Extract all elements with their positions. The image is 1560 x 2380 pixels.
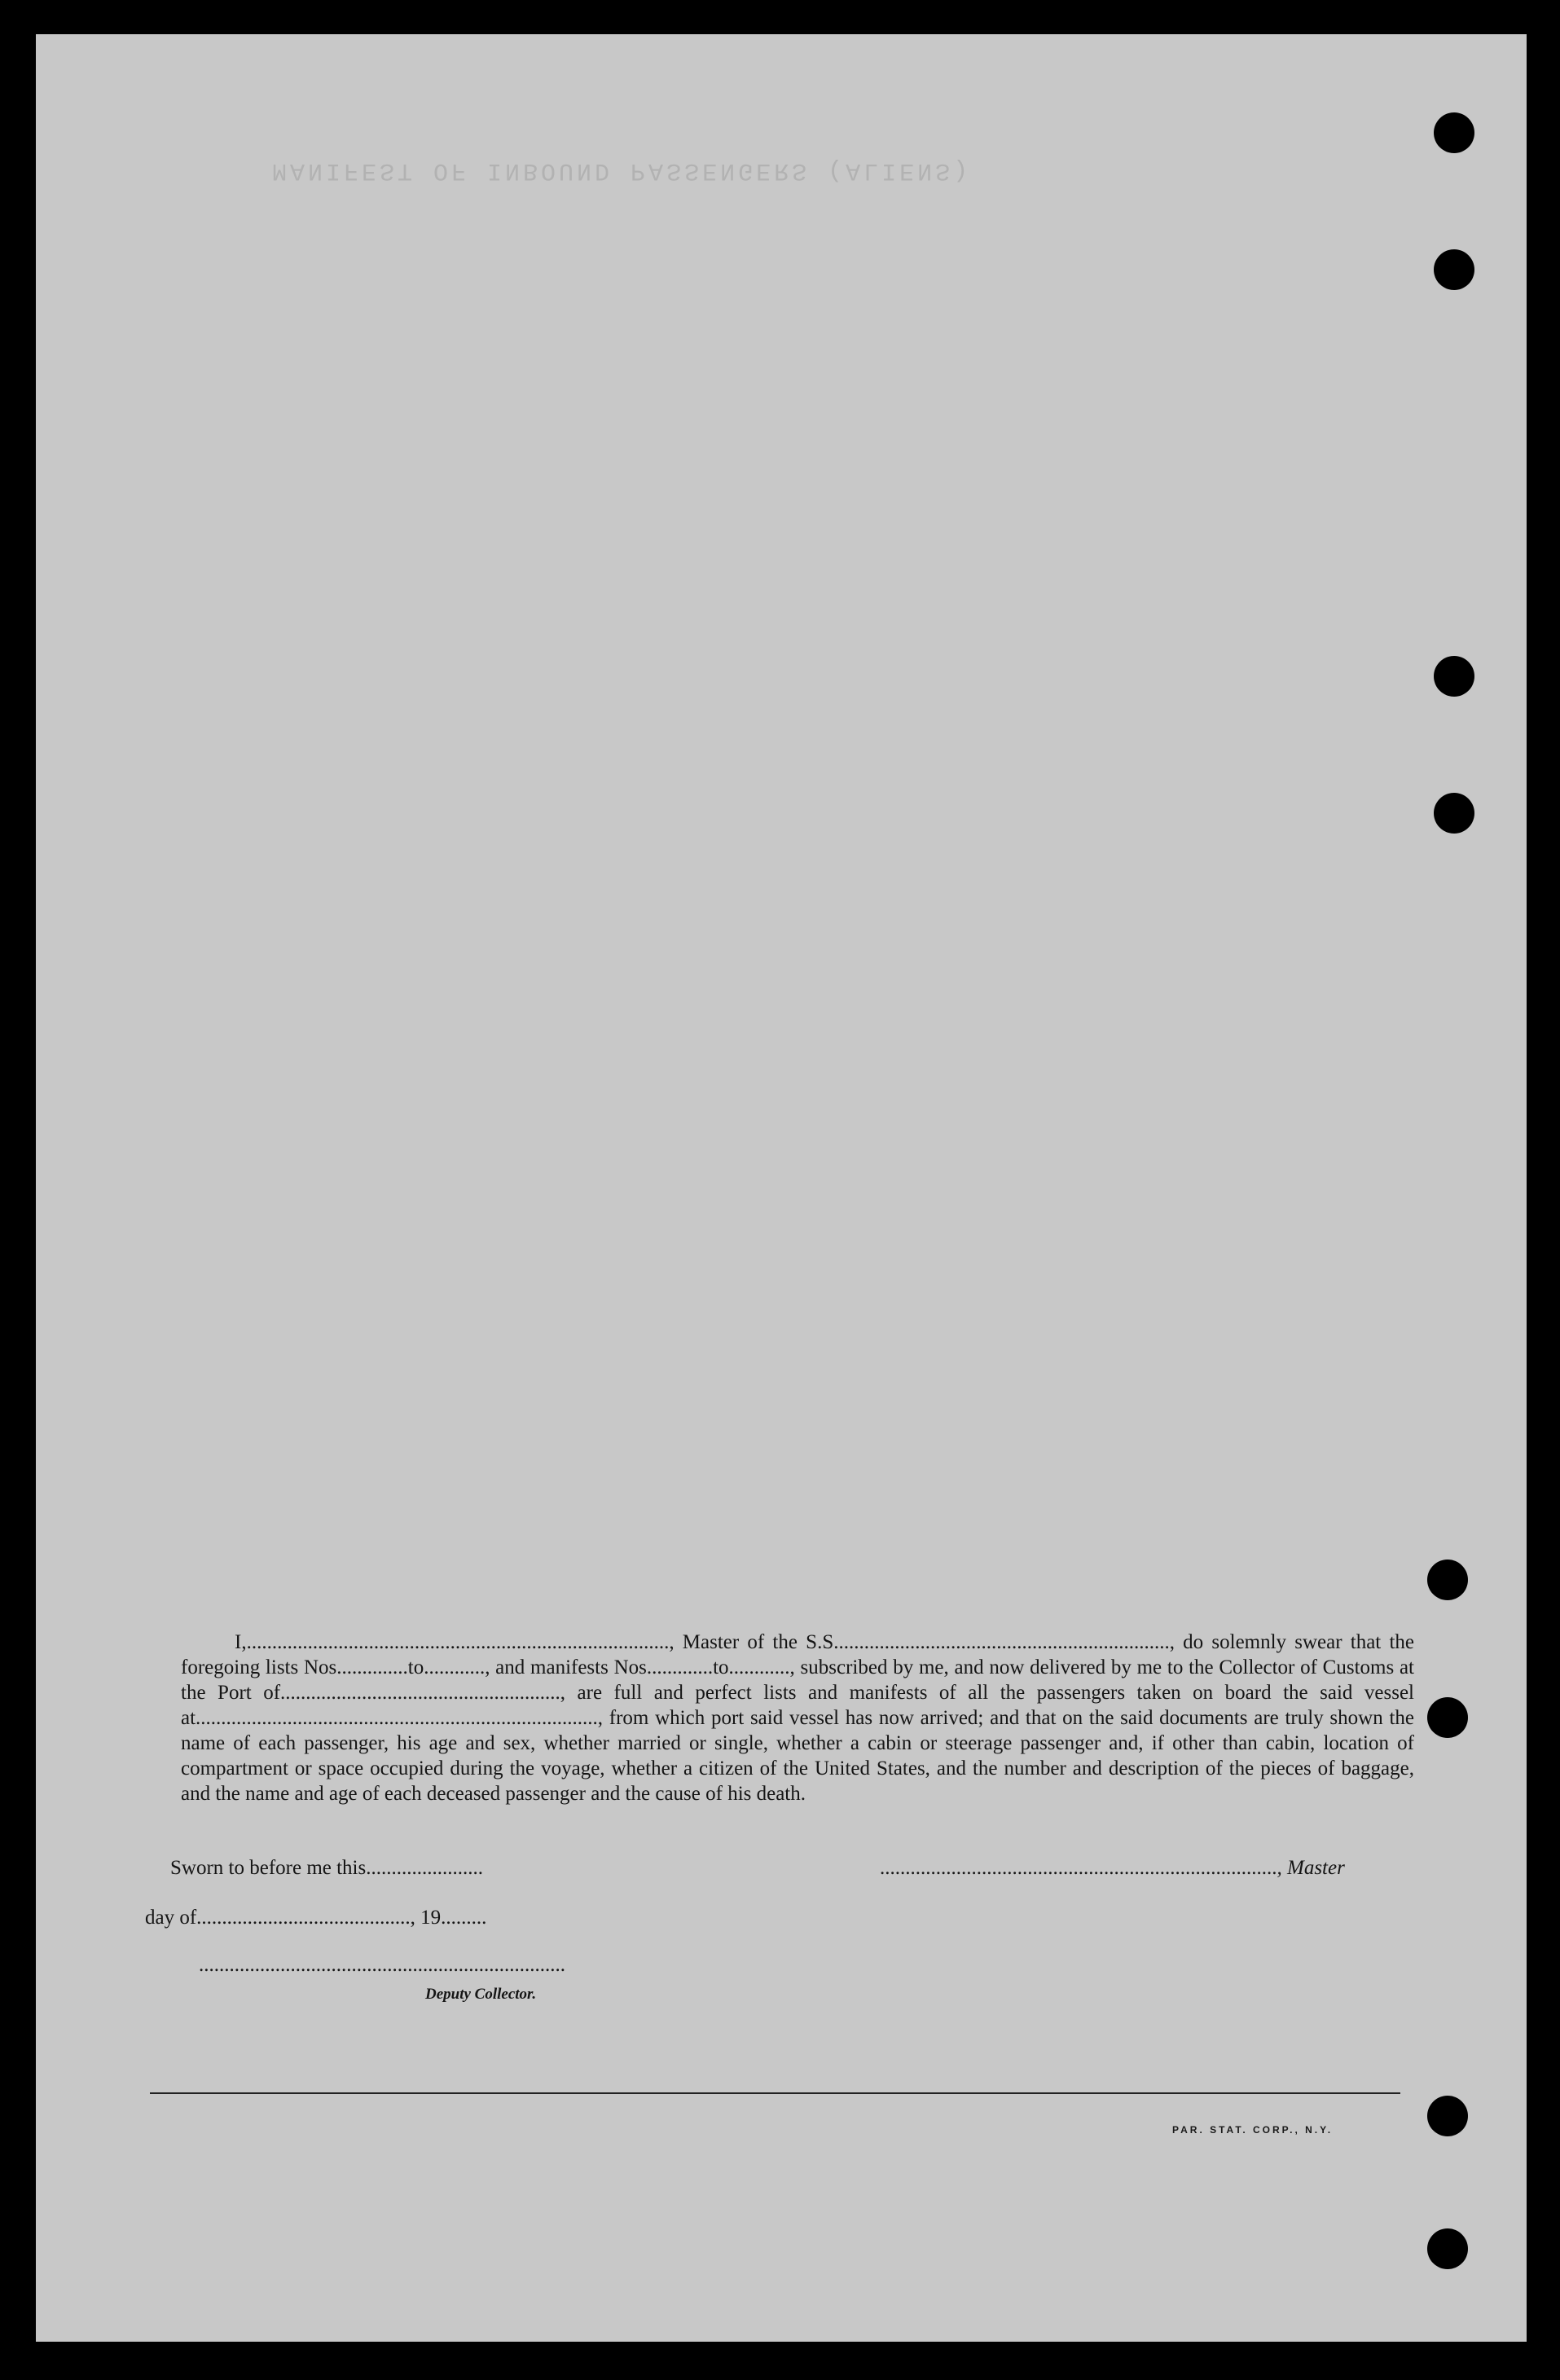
master-signature-label: , Master — [1277, 1857, 1345, 1879]
binder-hole-6 — [1427, 1697, 1468, 1738]
master-oath-declaration — [181, 1630, 1414, 1806]
binder-hole-1 — [1434, 112, 1474, 153]
binder-hole-4 — [1434, 793, 1474, 834]
binder-hole-2 — [1434, 249, 1474, 290]
bleed-through-heading: MANIFEST OF INBOUND PASSENGERS (ALIENS) — [272, 156, 972, 184]
master-signature-dots: .............................................................................. — [880, 1857, 1277, 1879]
declaration-text: I,..................................................................................., Master of the S.S.................................................................., do solemnly swear that the foregoing lists Nos..............to............, and manifests Nos.............to............, subscribed by me, and now delivered by me to the Collector of Customs at the Port of......................................................., are full and perfect lists and manifests of all the passengers taken on board the said vessel at..............................................................................., from which port said vessel has now arrived; and that on the said documents are truly shown the name of each passenger, his age and sex, whether married or single, whether a cabin or steerage passenger and, if other than cabin, location of compartment or space occupied during the voyage, whether a citizen of the United States, and the number and description of the pieces of baggage, and the name and age of each deceased passenger and the cause of his death. — [181, 1631, 1414, 1805]
binder-hole-3 — [1434, 656, 1474, 697]
binder-hole-8 — [1427, 2228, 1468, 2269]
day-of-line: day of.........................................., 19......... — [145, 1907, 487, 1929]
master-signature-line — [880, 1857, 1345, 1880]
binder-hole-7 — [1427, 2096, 1468, 2136]
footer-rule — [150, 2092, 1400, 2094]
document-page — [36, 34, 1527, 2342]
binder-hole-5 — [1427, 1560, 1468, 1600]
deputy-collector-label: Deputy Collector. — [425, 1986, 537, 2003]
deputy-signature-dots: ........................................................................ — [199, 1954, 565, 1976]
printer-mark: PAR. STAT. CORP., N.Y. — [1172, 2124, 1334, 2136]
sworn-before-line: Sworn to before me this....................... — [170, 1857, 483, 1879]
